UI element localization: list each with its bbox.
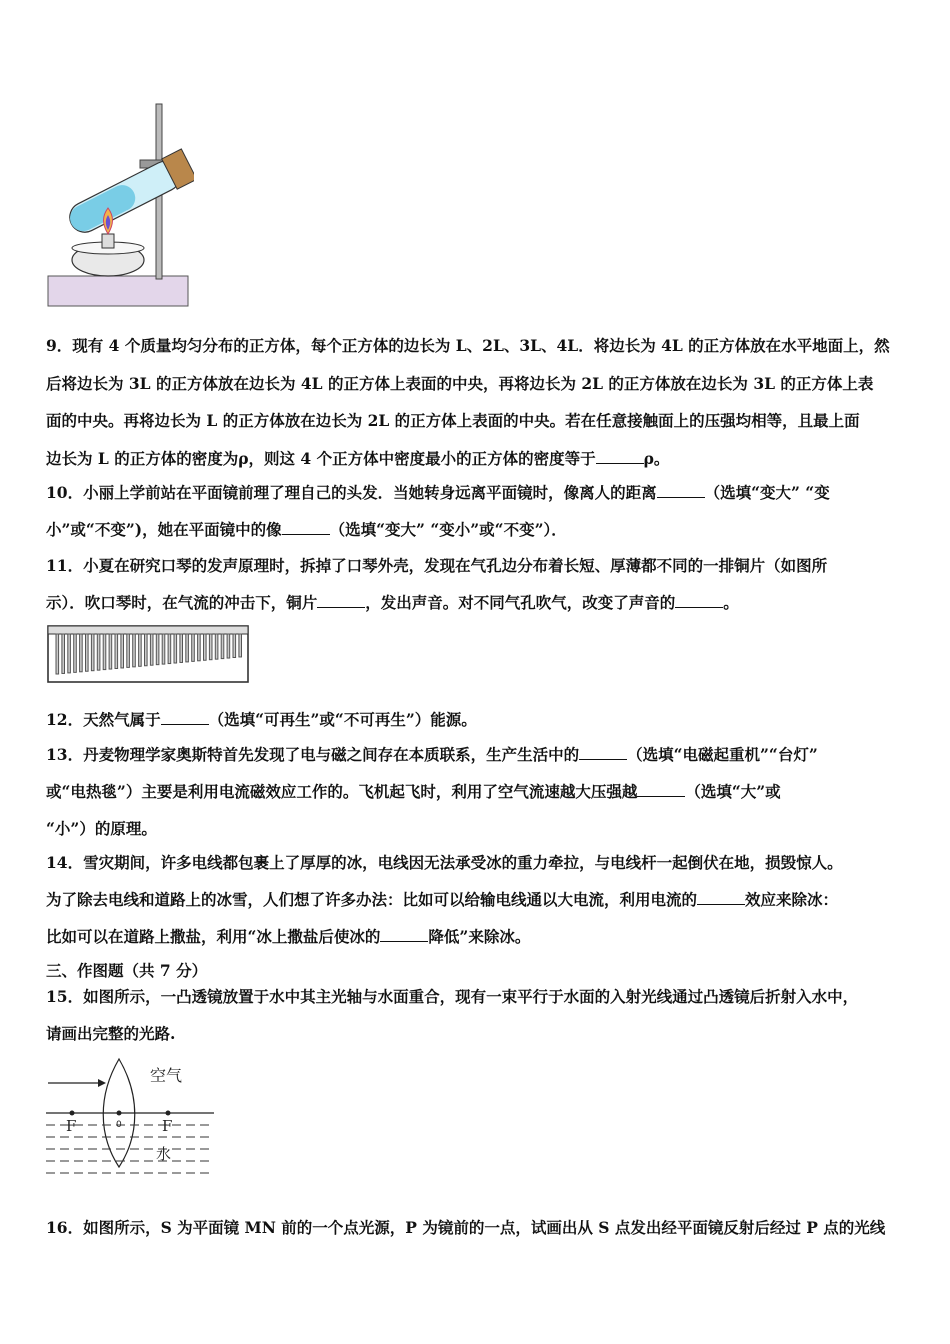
focus-right-label: F (162, 1117, 173, 1135)
reed (74, 634, 77, 672)
q10-line1: 10．小丽上学前站在平面镜前理了理自己的头发．当她转身远离平面镜时，像离人的距离 （选填“变大” “变 (46, 483, 830, 502)
q13-line3: “小”）的原理。 (46, 819, 157, 838)
q9-line1: 9．现有 4 个质量均匀分布的正方体，每个正方体的边长为 L、2L、3L、4L．将边长为 4L 的正方体放在水平地面上，然 (46, 336, 890, 355)
reed (80, 634, 83, 672)
q9-line3: 面的中央。再将边长为 L 的正方体放在边长为 2L 的正方体上表面的中央。若在任意接触面上的压强均相等，且最上面 (46, 411, 860, 430)
q14-line2: 为了除去电线和道路上的冰雪，人们想了许多办法：比如可以给输电线通以大电流，利用电流的 效应来除冰： (46, 890, 839, 909)
answer-blank[interactable] (380, 927, 428, 942)
reed (204, 634, 207, 660)
reed (103, 634, 106, 670)
q14-line1: 14．雪灾期间，许多电线都包裹上了厚厚的冰，电线因无法承受冰的重力牵拉，与电线杆一起倒伏在地，损毁惊人。 (46, 853, 843, 872)
reed (180, 634, 183, 662)
reed (162, 634, 165, 664)
answer-blank[interactable] (317, 593, 365, 608)
q15-line2: 请画出完整的光路. (46, 1024, 176, 1043)
q15-line1: 15．如图所示，一凸透镜放置于水中其主光轴与水面重合，现有一束平行于水面的入射光线通过凸透镜后折射入水中， (46, 987, 859, 1006)
lens-water-figure (40, 1055, 220, 1185)
answer-blank[interactable] (579, 745, 627, 760)
reed (68, 634, 71, 673)
reed (150, 634, 153, 665)
q11-line1: 11．小夏在研究口琴的发声原理时，拆掉了口琴外壳，发现在气孔边分布着长短、厚薄都不同的一排铜片（如图所 (46, 556, 828, 575)
answer-blank[interactable] (596, 449, 644, 464)
reed (97, 634, 100, 670)
reed (115, 634, 118, 669)
q11-line2: 示）．吹口琴时，在气流的冲击下，铜片 ，发出声音。对不同气孔吹气，改变了声音的 。 (46, 593, 739, 612)
answer-blank[interactable] (637, 782, 685, 797)
reed (56, 634, 59, 674)
reed (133, 634, 136, 667)
reed (221, 634, 224, 659)
test-tube-heating-figure (44, 100, 194, 310)
reed (127, 634, 130, 667)
reed (91, 634, 94, 671)
reed (145, 634, 148, 666)
q13-line2: 或“电热毯”）主要是利用电流磁效应工作的。飞机起飞时，利用了空气流速越大压强越 （选填“大”或 (46, 782, 781, 801)
reed (109, 634, 112, 669)
reed (198, 634, 201, 661)
answer-blank[interactable] (282, 520, 330, 535)
reed (121, 634, 124, 668)
air-label: 空气 (150, 1066, 183, 1085)
optical-center-label: 0 (116, 1120, 122, 1130)
reed (227, 634, 230, 658)
reed (168, 634, 171, 664)
q9-line4: 边长为 L 的正方体的密度为ρ，则这 4 个正方体中密度最小的正方体的密度等于 ρ。 (46, 449, 670, 468)
reed (215, 634, 218, 659)
harmonica-reeds-figure (46, 620, 252, 686)
reed (156, 634, 159, 665)
q10-line2: 小”或“不变”)，她在平面镜中的像 （选填“变大” “变小”或“不变”）． (46, 520, 567, 539)
q13-line1: 13．丹麦物理学家奥斯特首先发现了电与磁之间存在本质联系，生产生活中的 （选填“电磁起重机”“台灯” (46, 745, 818, 764)
reed (139, 634, 142, 666)
reed (186, 634, 189, 662)
reed (62, 634, 65, 673)
answer-blank[interactable] (697, 890, 745, 905)
water-label: 水 (156, 1145, 172, 1163)
section-heading: 三、作图题（共 7 分） (46, 961, 208, 980)
reed (239, 634, 242, 657)
reed (192, 634, 195, 661)
answer-blank[interactable] (657, 483, 705, 498)
reed (233, 634, 236, 658)
q16-line1: 16．如图所示，S 为平面镜 MN 前的一个点光源，P 为镜前的一点，试画出从 S 点发出经平面镜反射后经过 P 点的光线 (46, 1218, 886, 1237)
reed (174, 634, 177, 663)
answer-blank[interactable] (675, 593, 723, 608)
reed (86, 634, 89, 671)
focus-left-label: F (66, 1117, 77, 1135)
q9-line2: 后将边长为 3L 的正方体放在边长为 4L 的正方体上表面的中央，再将边长为 2L 的正方体放在边长为 3L 的正方体上表 (46, 374, 874, 393)
q12-line: 12．天然气属于 （选填“可再生”或“不可再生”）能源。 (46, 710, 477, 729)
reed (209, 634, 212, 660)
q14-line3: 比如可以在道路上撒盐，利用“冰上撒盐后使冰的 降低”来除冰。 (46, 927, 531, 946)
answer-blank[interactable] (161, 710, 209, 725)
